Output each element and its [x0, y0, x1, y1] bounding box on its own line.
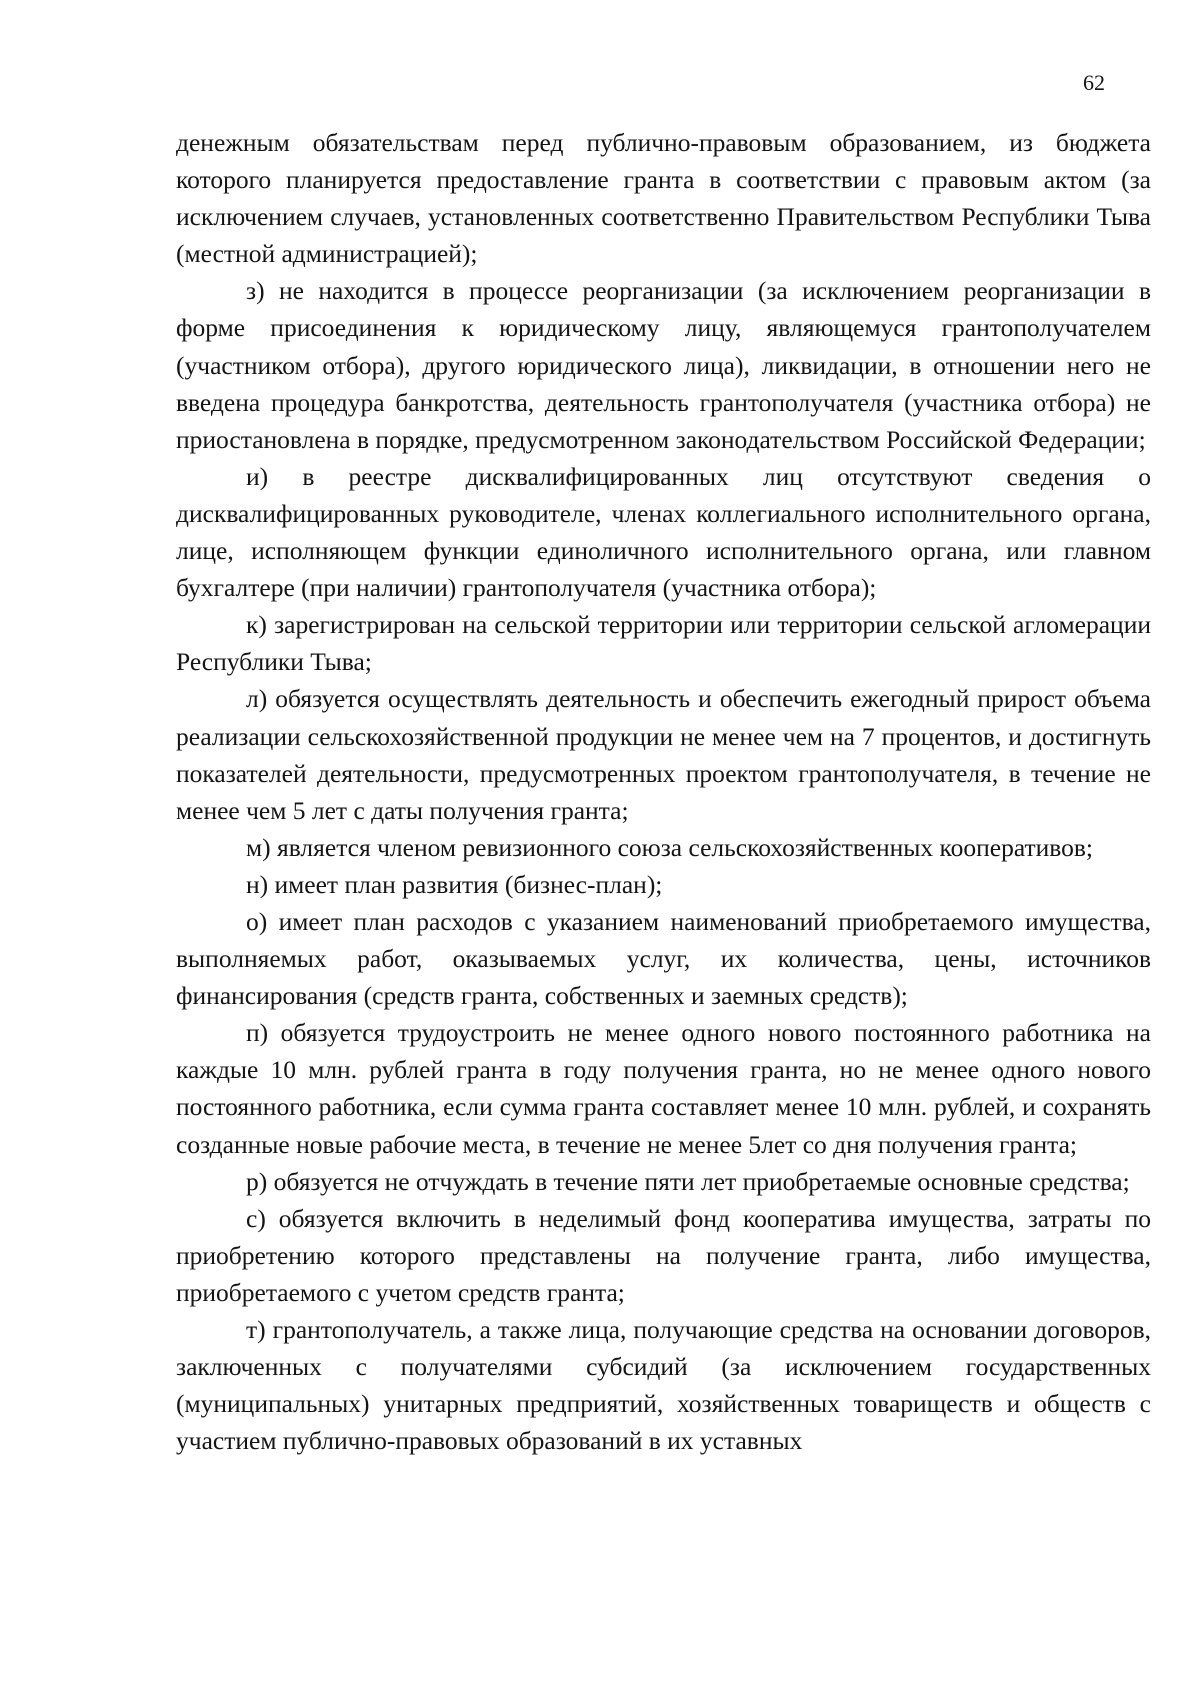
paragraph-item-l: л) обязуется осуществлять деятельность и обеспечить ежегодный прирост объема реализации сельскохозяйственной продукции не менее чем на 7 процентов, и достигнуть показателей деятельности, предусмотренных проектом грантополучателя, в течение не менее чем 5 лет с даты получения гранта; [176, 684, 1151, 825]
document-body [176, 124, 1151, 1459]
paragraph-item-p: п) обязуется трудоустроить не менее одного нового постоянного работника на каждые 10 млн. рублей гранта в году получения гранта, но не менее одного нового постоянного работника, если сумма гранта составляет менее 10 млн. рублей, и сохранять созданные новые рабочие места, в течение не менее 5лет со дня получения гранта; [176, 1018, 1151, 1159]
paragraph-item-s: с) обязуется включить в неделимый фонд кооператива имущества, затраты по приобретению которого представлены на получение гранта, либо имущества, приобретаемого с учетом средств гранта; [176, 1203, 1151, 1307]
paragraph-item-k: к) зарегистрирован на сельской территории или территории сельской агломерации Республики Тыва; [176, 610, 1151, 677]
paragraph-item-i: и) в реестре дисквалифицированных лиц отсутствуют сведения о дисквалифицированных руководителе, членах коллегиального исполнительного органа, лице, исполняющем функции единоличного исполнительного органа, или главном бухгалтере (при наличии) грантополучателя (участника отбора); [176, 461, 1151, 603]
paragraph-continuation: денежным обязательствам перед публично-правовым образованием, из бюджета которого планируется предоставление гранта в соответствии с правовым актом (за исключением случаев, установленных соответственно Правительством Республики Тыва (местной администрацией); [176, 128, 1151, 269]
paragraph-item-m: м) является членом ревизионного союза сельскохозяйственных кооперативов; [246, 832, 1094, 862]
paragraph-item-o: о) имеет план расходов с указанием наименований приобретаемого имущества, выполняемых работ, оказываемых услуг, их количества, цены, источников финансирования (средств гранта, собственных и заемных средств); [176, 906, 1151, 1011]
page-number: 62 [1083, 70, 1105, 95]
paragraph-item-t: т) грантополучатель, а также лица, получающие средства на основании договоров, заключенных с получателями субсидий (за исключением государственных (муниципальных) унитарных предприятий, хозяйственных товариществ и обществ с участием публично-правовых образований в их уставных [176, 1315, 1151, 1456]
paragraph-item-z: з) не находится в процессе реорганизации (за исключением реорганизации в форме присоединения к юридическому лицу, являющемуся грантополучателем (участником отбора), другого юридического лица), ликвидации, в отношении него не введена процедура банкротства, деятельность грантополучателя (участника отбора) не приостановлена в порядке, предусмотренном законодательством Российской Федерации; [176, 276, 1151, 454]
paragraph-item-n: н) имеет план развития (бизнес-план); [246, 869, 663, 899]
paragraph-item-r: р) обязуется не отчуждать в течение пяти лет приобретаемые основные средства; [246, 1166, 1130, 1196]
